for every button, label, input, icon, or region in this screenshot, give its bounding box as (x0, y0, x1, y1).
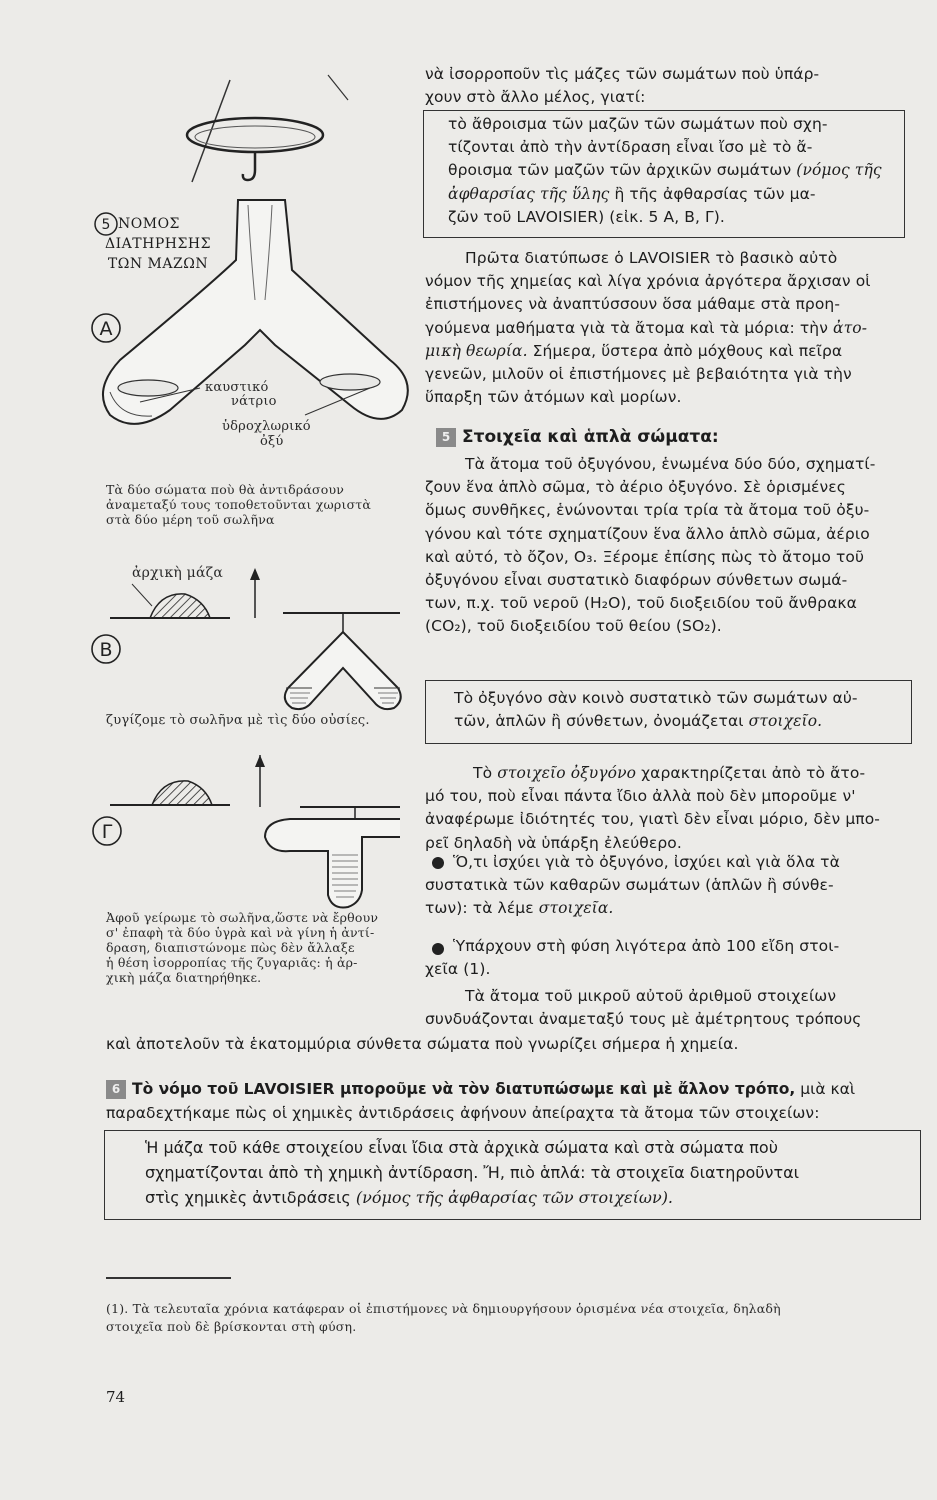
box3-line-1: Ἡ μάζα τοῦ κάθε στοιχείου εἶναι ἴδια στὰ ἀρχικὰ σώματα καὶ στὰ σώματα ποὺ (145, 1138, 778, 1157)
section5-heading-text: Στοιχεῖα καὶ ἁπλὰ σώματα: (462, 427, 719, 447)
para1-line-3: ἐπιστήμονες νὰ ἀναπτύσσουν ὅσα μάθαμε στὰ προη- (425, 295, 841, 314)
para3-term: στοιχεῖο ὀξυγόνο (497, 764, 637, 782)
para1-rest-2: γενεῶν, μιλοῦν οἱ ἐπιστήμονες μὲ βεβαιότητα γιὰ τὴν (425, 365, 852, 384)
caption-b: ζυγίζομε τὸ σωλῆνα μὲ τὶς δύο οὐσίες. (106, 713, 370, 728)
substance-2-label (222, 419, 311, 449)
para1-line-1: Πρῶτα διατύπωσε ὁ LAVOISIER τὸ βασικὸ αὐτὸ (465, 249, 838, 267)
para-combine (425, 985, 915, 1031)
box-law-elements (104, 1130, 921, 1220)
caption-g-line-5: χικὴ μάζα διατηρήθηκε. (106, 970, 262, 985)
box3-line-2: σχηματίζονται ἀπὸ τὴ χημικὴ ἀντίδραση. Ἤ, πιὸ ἁπλά: τὰ στοιχεῖα διατηροῦνται (145, 1163, 800, 1182)
bullet-2 (425, 935, 915, 981)
bullet-1 (425, 851, 915, 921)
section5-heading (436, 427, 719, 447)
label-a-icon (90, 312, 122, 344)
circled-5-text: 5 (101, 217, 111, 233)
bullet1-line-3: των): τὰ λέμε (425, 899, 534, 918)
para1-rest-1: Σήμερα, ὕστερα ἀπὸ μόχθους καὶ πεῖρα (532, 341, 843, 360)
figure-apparatus-g (100, 745, 410, 915)
substance-2-line-1: ὑδροχλωρικό (222, 419, 311, 434)
para3-line-2: μό του, ποὺ εἶναι πάντα ἴδιο ἀλλὰ ποὺ δὲν μποροῦμε ν' (425, 787, 856, 806)
label-b-icon (90, 633, 122, 665)
bullet1-term: στοιχεῖα. (538, 899, 614, 918)
section6-number: 6 (106, 1080, 126, 1099)
para4-line-2: συνδυάζονται ἀναμεταξύ τους μὲ ἀμέτρητους τρόπους (425, 1010, 862, 1029)
initial-mass-label: ἀρχικὴ μάζα (132, 565, 224, 581)
para3-start: Τὸ (473, 764, 493, 782)
para2-line-3: ὅμως συνθῆκες, ἑνώνονται τρία τρία τὰ ἄτομα τοῦ ὀξυ- (425, 501, 870, 520)
para1-line-4: γούμενα μαθήματα γιὰ τὰ ἄτομα καὶ τὰ μόρια: τὴν (425, 318, 828, 337)
box3-line-3: στὶς χημικὲς ἀντιδράσεις (145, 1188, 351, 1207)
caption-a-line-3: στὰ δύο μέρη τοῦ σωλῆνα (106, 512, 275, 527)
footnote-divider (106, 1277, 231, 1279)
para3-line-4: ρεῖ δηλαδὴ νὰ ὑπάρξη ἐλεύθερο. (425, 833, 682, 852)
box2-line-2: τῶν, ἁπλῶν ἢ σύνθετων, ὀνομάζεται (454, 712, 744, 731)
para1-atomic: ἀτο- (833, 318, 868, 337)
label-g-text: Γ (101, 821, 113, 843)
para3-line-1: χαρακτηρίζεται ἀπὸ τὸ ἄτο- (641, 764, 866, 782)
intro-line-2: χουν στὸ ἄλλο μέλος, γιατί: (425, 88, 646, 107)
caption-g-line-4: ἡ θέση ἰσορροπίας τῆς ζυγαριᾶς: ἡ ἀρ- (106, 955, 358, 970)
box-element-definition (425, 680, 912, 744)
caption-a-line-1: Τὰ δύο σώματα ποὺ θὰ ἀντιδράσουν (106, 482, 345, 497)
page-number: 74 (106, 1388, 126, 1406)
full-line: καὶ ἀποτελοῦν τὰ ἑκατομμύρια σύνθετα σώματα ποὺ γνωρίζει σήμερα ἡ χημεία. (106, 1035, 739, 1053)
bullet1-line-2: συστατικὰ τῶν καθαρῶν σωμάτων (ἁπλῶν ἢ σύνθε- (425, 876, 834, 895)
box1-mid: ἢ τῆς ἀφθαρσίας τῶν μα- (614, 184, 816, 203)
section6-heading (106, 1078, 926, 1101)
title-line-1: ΝΟΜΟΣ (118, 216, 180, 232)
bullet2-line-1: Ὑπάρχουν στὴ φύση λιγότερα ἀπὸ 100 εἴδη στοι- (453, 937, 840, 955)
substance-1-label (205, 381, 277, 409)
footnote (106, 1300, 936, 1336)
section5-title (88, 214, 228, 274)
box1-law-start: (νόμος τῆς ἀφθαρσίας τῆς ὕλης (448, 161, 882, 203)
para2-line-2: ζουν ἕνα ἁπλὸ σῶμα, τὸ ἀέριο ὀξυγόνο. Σὲ ὁρισμένες (425, 478, 846, 497)
para1-theory: μικὴ θεωρία. (425, 341, 528, 360)
bullet1-line-1: Ὅ,τι ἰσχύει γιὰ τὸ ὀξυγόνο, ἰσχύει καὶ γιὰ ὅλα τὰ (453, 853, 840, 871)
para3-line-3: ἀναφέρωμε ἰδιότητές του, γιατὶ δὲν εἶναι μόριο, δὲν μπο- (425, 810, 881, 829)
box3-law: (νόμος τῆς ἀφθαρσίας τῶν στοιχείων). (355, 1188, 674, 1207)
caption-g-line-3: δραση, διαπιστώνομε πὼς δὲν ἄλλαξε (106, 940, 355, 955)
substance-2-line-2: ὀξύ (260, 434, 284, 449)
box2-term: στοιχεῖο. (748, 712, 823, 731)
caption-g-line-2: σ' ἐπαφὴ τὰ δύο ὑγρὰ καὶ νὰ γίνη ἡ ἀντί- (106, 925, 375, 940)
title-line-2: ΔΙΑΤΗΡΗΣΗΣ (105, 236, 211, 252)
para-element (425, 762, 915, 855)
box1-line-last: ζῶν τοῦ LAVOISIER) (εἰκ. 5 A, B, Γ). (448, 207, 725, 226)
para-history (425, 247, 915, 409)
para-oxygen (425, 453, 915, 639)
box2-line-1: Τὸ ὀξυγόνο σὰν κοινὸ συστατικὸ τῶν σωμάτων αὐ- (454, 689, 858, 707)
caption-a-line-2: ἀναμεταξύ τους τοποθετοῦνται χωριστὰ (106, 497, 372, 512)
bullet2-line-2: χεῖα (1). (425, 960, 491, 979)
box-law-mass (423, 110, 905, 238)
para2-line-4: γόνου καὶ τότε σχηματίζουν ἕνα ἄλλο ἁπλὸ σῶμα, ἀέριο (425, 524, 870, 543)
box1-line-3: θροισμα τῶν μαζῶν τῶν ἀρχικῶν σωμάτων (448, 161, 792, 180)
label-b-text: B (99, 639, 113, 661)
box1-line-2: τίζονται ἀπὸ τὴν ἀντίδραση εἶναι ἴσο μὲ τὸ ἄ- (448, 138, 813, 157)
right-intro (425, 63, 915, 109)
para4-line-1: Τὰ ἄτομα τοῦ μικροῦ αὐτοῦ ἀριθμοῦ στοιχείων (465, 987, 837, 1005)
intro-line-1: νὰ ἰσορροποῦν τὶς μάζες τῶν σωμάτων ποὺ ὑπάρ- (425, 65, 820, 83)
footnote-line-1: (1). Τὰ τελευταῖα χρόνια κατάφεραν οἱ ἐπιστήμονες νὰ δημιουργήσουν ὁρισμένα νέα στοιχεῖα, δηλαδὴ (106, 1301, 781, 1316)
label-g-icon (91, 815, 123, 847)
figure-apparatus-b (100, 560, 410, 720)
box1-line-1: τὸ ἄθροισμα τῶν μαζῶν τῶν σωμάτων ποὺ σχη- (448, 115, 828, 133)
substance-1-line-2: νάτριο (231, 394, 277, 409)
substance-1-line-1: καυστικό (205, 380, 269, 395)
section6-heading-text: Τὸ νόμο τοῦ LAVOISIER μποροῦμε νὰ τὸν διατυπώσωμε καὶ μὲ ἄλλον τρόπο, (132, 1080, 796, 1098)
para1-rest-3: ὕπαρξη τῶν ἀτόμων καὶ μορίων. (425, 388, 682, 407)
caption-a (106, 482, 396, 527)
para2-line-6: ὀξυγόνου εἶναι συστατικὸ διαφόρων σύνθετων σωμά- (425, 571, 848, 590)
footnote-line-2: στοιχεῖα ποὺ δὲ βρίσκονται στὴ φύση. (106, 1319, 357, 1334)
title-line-3: ΤΩΝ ΜΑΖΩΝ (107, 256, 209, 272)
section5-number: 5 (436, 428, 456, 447)
para2-line-5: καὶ αὐτό, τὸ ὄζον, O₃. Ξέρομε ἐπίσης πὼς τὸ ἄτομο τοῦ (425, 547, 865, 566)
label-a-text: A (99, 318, 113, 340)
para2-line-7: των, π.χ. τοῦ νεροῦ (H₂O), τοῦ διοξειδίου τοῦ ἄνθρακα (425, 594, 857, 613)
section6-line-2: παραδεχτήκαμε πὼς οἱ χημικὲς ἀντιδράσεις ἀφήνουν ἀπείραχτα τὰ ἄτομα τῶν στοιχείων: (106, 1104, 820, 1122)
para2-line-8: (CO₂), τοῦ διοξειδίου τοῦ θείου (SO₂). (425, 617, 722, 636)
para1-line-2: νόμον τῆς χημείας καὶ λίγα χρόνια ἀργότερα ἄρχισαν οἱ (425, 272, 871, 291)
caption-g-line-1: Ἀφοῦ γείρωμε τὸ σωλῆνα,ὥστε νὰ ἔρθουν (106, 910, 379, 925)
section6-heading-end: μιὰ καὶ (800, 1080, 856, 1098)
caption-g (106, 910, 426, 985)
para2-line-1: Τὰ ἄτομα τοῦ ὀξυγόνου, ἑνωμένα δύο δύο, σχηματί- (465, 455, 876, 473)
